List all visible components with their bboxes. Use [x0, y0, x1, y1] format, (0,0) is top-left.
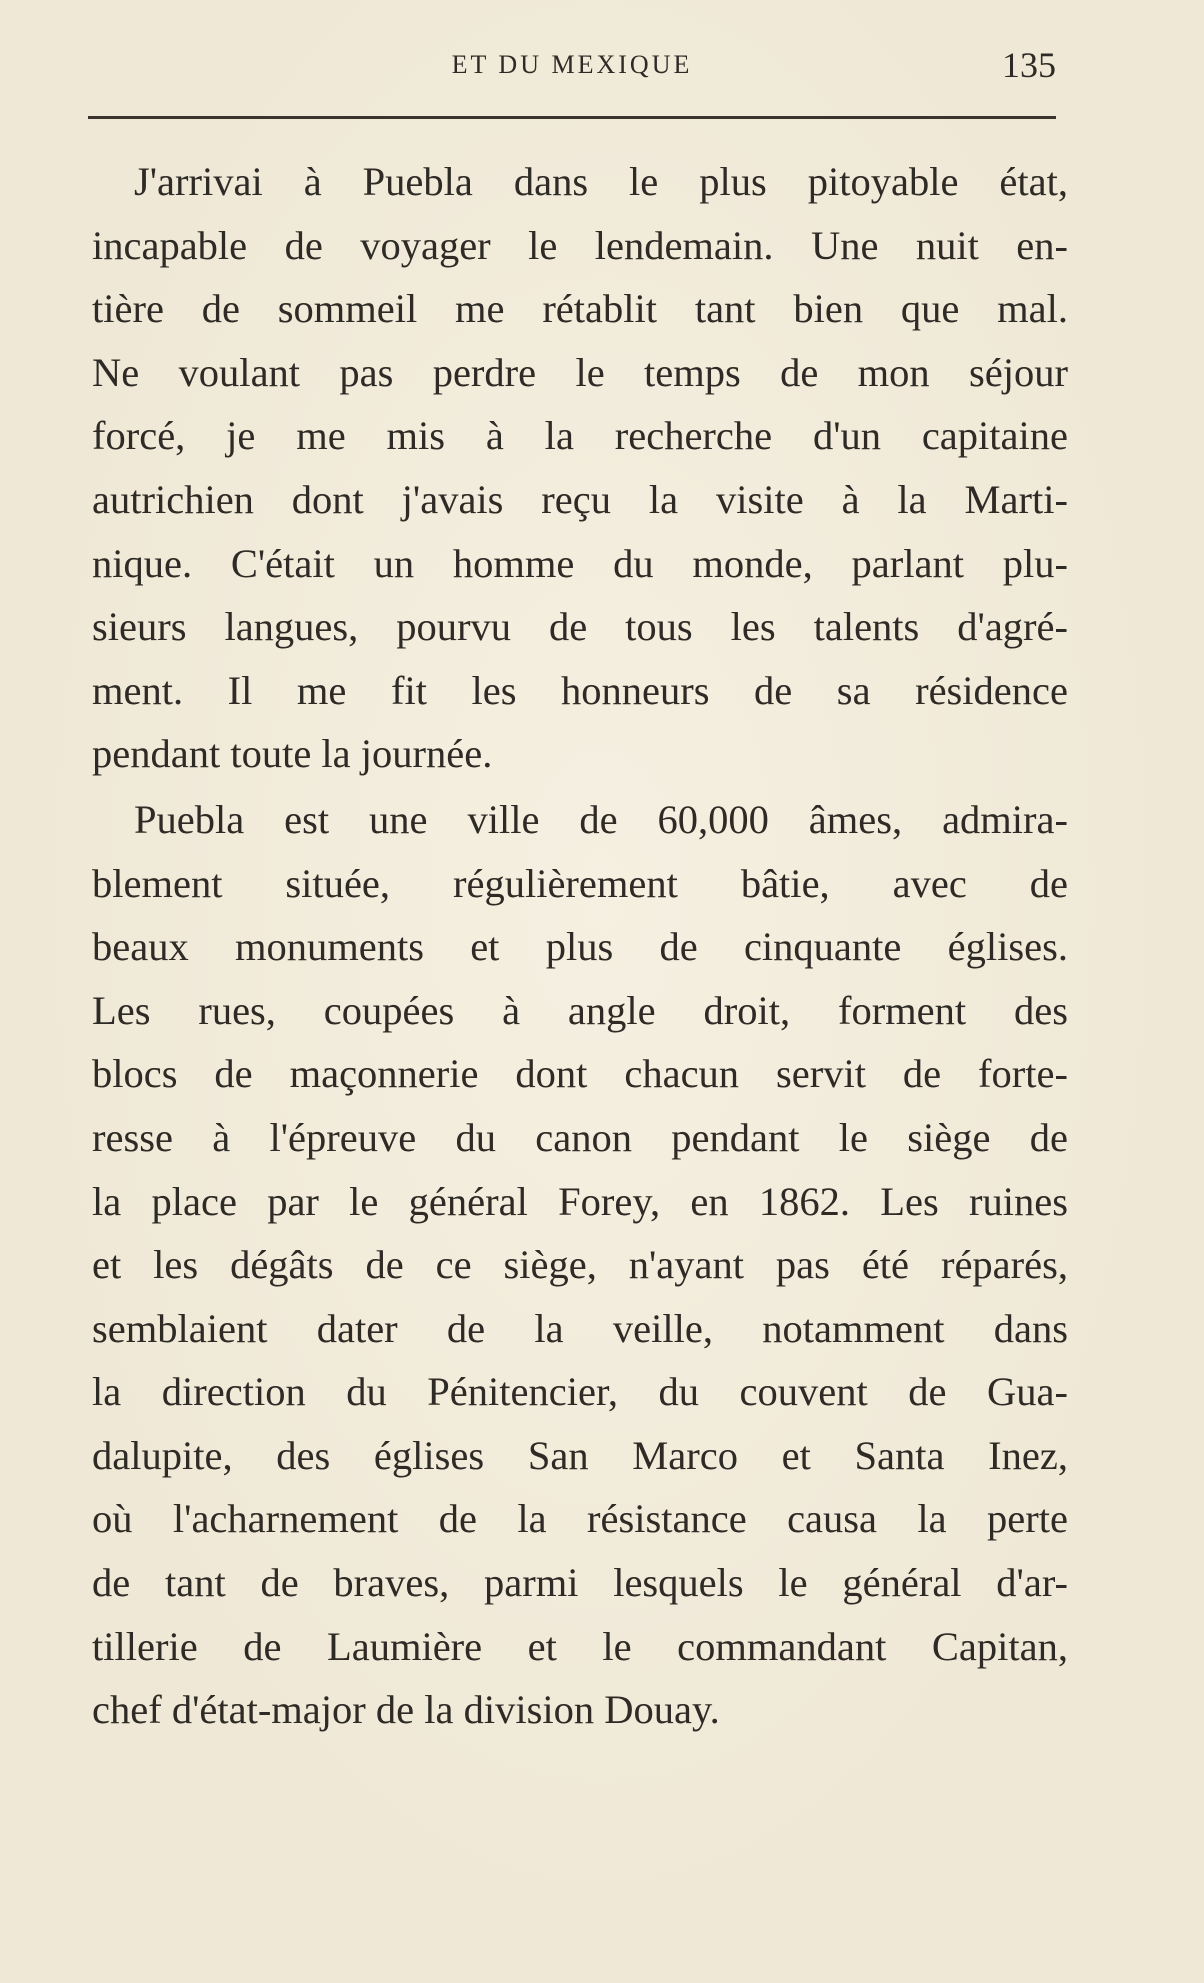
text-line: tillerie de Laumière et le commandant Capitan, — [92, 1623, 1068, 1669]
text-line: blocs de maçonnerie dont chacun servit de forte- — [92, 1051, 1068, 1097]
text-line: et les dégâts de ce siège, n'ayant pas été réparés, — [92, 1242, 1068, 1288]
text-line: de tant de braves, parmi lesquels le général d'ar- — [92, 1560, 1068, 1606]
running-title: ET DU MEXIQUE — [451, 50, 693, 79]
text-line: la place par le général Forey, en 1862. Les ruines — [92, 1178, 1068, 1224]
text-line: autrichien dont j'avais reçu la visite à la Marti- — [92, 476, 1068, 522]
text-line: ment. Il me fit les honneurs de sa résidence — [92, 667, 1068, 713]
text-line: Puebla est une ville de 60,000 âmes, admira- — [134, 796, 1068, 842]
text-line: incapable de voyager le lendemain. Une nuit en- — [92, 222, 1068, 268]
text-line: beaux monuments et plus de cinquante églises. — [92, 924, 1068, 970]
body-text — [92, 150, 1068, 1742]
text-line: chef d'état-major de la division Douay. — [92, 1687, 720, 1733]
text-line: où l'acharnement de la résistance causa la perte — [92, 1496, 1068, 1542]
paragraph-1 — [92, 150, 1068, 786]
header-rule — [88, 116, 1056, 119]
text-line: resse à l'épreuve du canon pendant le siège de — [92, 1114, 1068, 1160]
running-head — [88, 44, 1056, 96]
text-line: sieurs langues, pourvu de tous les talents d'agré- — [92, 604, 1068, 650]
text-line: J'arrivai à Puebla dans le plus pitoyable état, — [134, 159, 1068, 204]
text-line: pendant toute la journée. — [92, 731, 493, 777]
text-line: tière de sommeil me rétablit tant bien que mal. — [92, 286, 1068, 332]
text-line: semblaient dater de la veille, notamment dans — [92, 1305, 1068, 1351]
text-line: blement située, régulièrement bâtie, avec de — [92, 860, 1068, 906]
text-line: Les rues, coupées à angle droit, forment des — [92, 987, 1068, 1033]
text-line: la direction du Pénitencier, du couvent de Gua- — [92, 1369, 1068, 1415]
text-line: forcé, je me mis à la recherche d'un capitaine — [92, 413, 1068, 459]
paragraph-2 — [92, 788, 1068, 1742]
text-line: nique. C'était un homme du monde, parlant plu- — [92, 540, 1068, 586]
page-number: 135 — [1002, 45, 1056, 85]
text-line: dalupite, des églises San Marco et Santa Inez, — [92, 1432, 1068, 1478]
text-line: Ne voulant pas perdre le temps de mon séjour — [92, 349, 1068, 395]
